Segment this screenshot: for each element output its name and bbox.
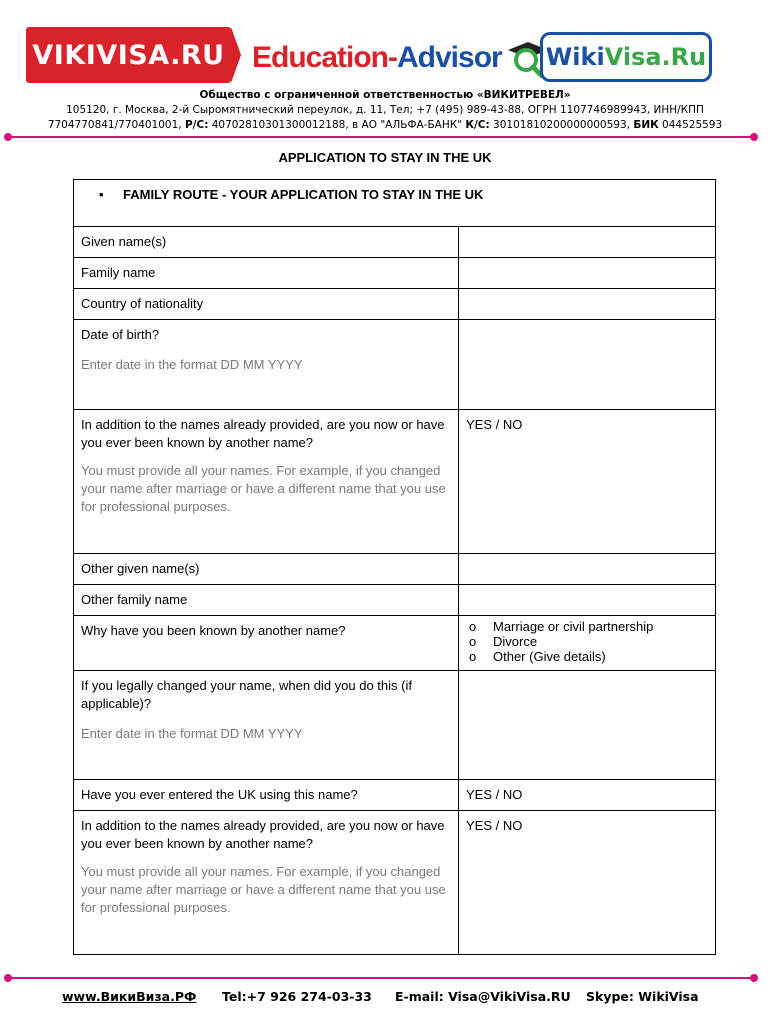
option-divorce[interactable] <box>466 634 708 649</box>
wikivisa-logo-part1: Wiki <box>545 43 605 71</box>
address-part-a: 7704770841/770401001, <box>47 119 185 131</box>
other-names-question-cell <box>74 410 459 554</box>
why-known-label: Why have you been known by another name? <box>74 616 459 671</box>
header-divider <box>8 136 754 138</box>
other-names-question-2: In addition to the names already provided, are you now or have you ever been known by another name? <box>81 818 445 851</box>
other-family-name-label: Other family name <box>74 585 459 616</box>
wikivisa-logo <box>540 32 712 82</box>
given-names-field[interactable] <box>459 227 716 258</box>
company-name: Общество с ограниченной ответственностью «ВИКИТРЕВЕЛ» <box>199 89 571 101</box>
other-names-yes-no-2[interactable]: YES / NO <box>459 811 716 955</box>
other-given-names-field[interactable] <box>459 554 716 585</box>
wikivisa-logo-part2: Visa.Ru <box>604 43 707 71</box>
other-names-hint: You must provide all your names. For example, if you changed your name after marriage or have a different name that you use for professional purposes. <box>81 463 446 514</box>
vikivisa-logo <box>26 27 231 83</box>
section-title: FAMILY ROUTE - YOUR APPLICATION TO STAY IN THE UK <box>123 187 484 202</box>
address-part-c: 30101810200000000593, <box>489 119 634 131</box>
footer <box>0 989 770 1007</box>
other-given-names-label: Other given name(s) <box>74 554 459 585</box>
other-names-question-cell-2 <box>74 811 459 955</box>
document-title: APPLICATION TO STAY IN THE UK <box>278 150 492 165</box>
option-label: Marriage or civil partnership <box>493 619 654 634</box>
bik-label: БИК <box>633 119 659 131</box>
other-names-yes-no[interactable]: YES / NO <box>459 410 716 554</box>
footer-phone: Tel:+7 926 274-03-33 <box>222 989 372 1004</box>
option-other[interactable] <box>466 649 708 664</box>
entered-uk-yes-no[interactable]: YES / NO <box>459 780 716 811</box>
dob-field[interactable] <box>459 320 716 410</box>
nationality-label: Country of nationality <box>74 289 459 320</box>
address-part-b: 40702810301300012188, в АО "АЛЬФА-БАНК" <box>208 119 466 131</box>
dob-format-hint: Enter date in the format DD MM YYYY <box>81 357 303 372</box>
legal-change-cell <box>74 671 459 780</box>
ks-label: К/С: <box>465 119 490 131</box>
legal-change-label: If you legally changed your name, when did you do this (if applicable)? <box>81 678 412 711</box>
address-part-d: 044525593 <box>658 119 723 131</box>
footer-skype: Skype: WikiVisa <box>586 989 699 1004</box>
vikivisa-logo-text: VIKIVISA.RU <box>32 39 225 71</box>
option-label: Divorce <box>493 634 538 649</box>
section-header <box>74 180 716 227</box>
footer-divider <box>8 977 754 979</box>
footer-email: E-mail: Visa@VikiVisa.RU <box>395 989 571 1004</box>
legal-change-field[interactable] <box>459 671 716 780</box>
entered-uk-label: Have you ever entered the UK using this name? <box>74 780 459 811</box>
education-advisor-logo-part1: Education- <box>252 41 397 74</box>
option-marker: o <box>469 649 477 664</box>
footer-website-link[interactable]: www.ВикиВиза.РФ <box>62 989 197 1004</box>
education-advisor-logo <box>252 36 550 80</box>
company-address-line2 <box>0 119 770 131</box>
option-marker: o <box>469 619 477 634</box>
education-advisor-logo-part2: Advisor <box>397 41 502 74</box>
given-names-label: Given name(s) <box>74 227 459 258</box>
family-name-label: Family name <box>74 258 459 289</box>
other-family-name-field[interactable] <box>459 585 716 616</box>
rs-label: Р/С: <box>184 119 209 131</box>
option-marriage[interactable] <box>466 619 708 634</box>
dob-label: Date of birth? <box>81 327 160 342</box>
company-address-line1: 105120, г. Москва, 2-й Сыромятнический переулок, д. 11, Тел; +7 (495) 989-43-88, ОГРН 1107746989943, ИНН/КПП <box>66 104 704 116</box>
option-label: Other (Give details) <box>493 649 606 664</box>
nationality-field[interactable] <box>459 289 716 320</box>
why-known-options <box>459 616 716 671</box>
option-marker: o <box>469 634 477 649</box>
family-name-field[interactable] <box>459 258 716 289</box>
application-form-table <box>73 179 716 955</box>
other-names-question: In addition to the names already provided, are you now or have you ever been known by another name? <box>81 417 445 450</box>
other-names-hint-2: You must provide all your names. For example, if you changed your name after marriage or have a different name that you use for professional purposes. <box>81 864 446 915</box>
dob-label-cell <box>74 320 459 410</box>
legal-change-format-hint: Enter date in the format DD MM YYYY <box>81 726 303 741</box>
section-bullet: • <box>99 187 104 202</box>
